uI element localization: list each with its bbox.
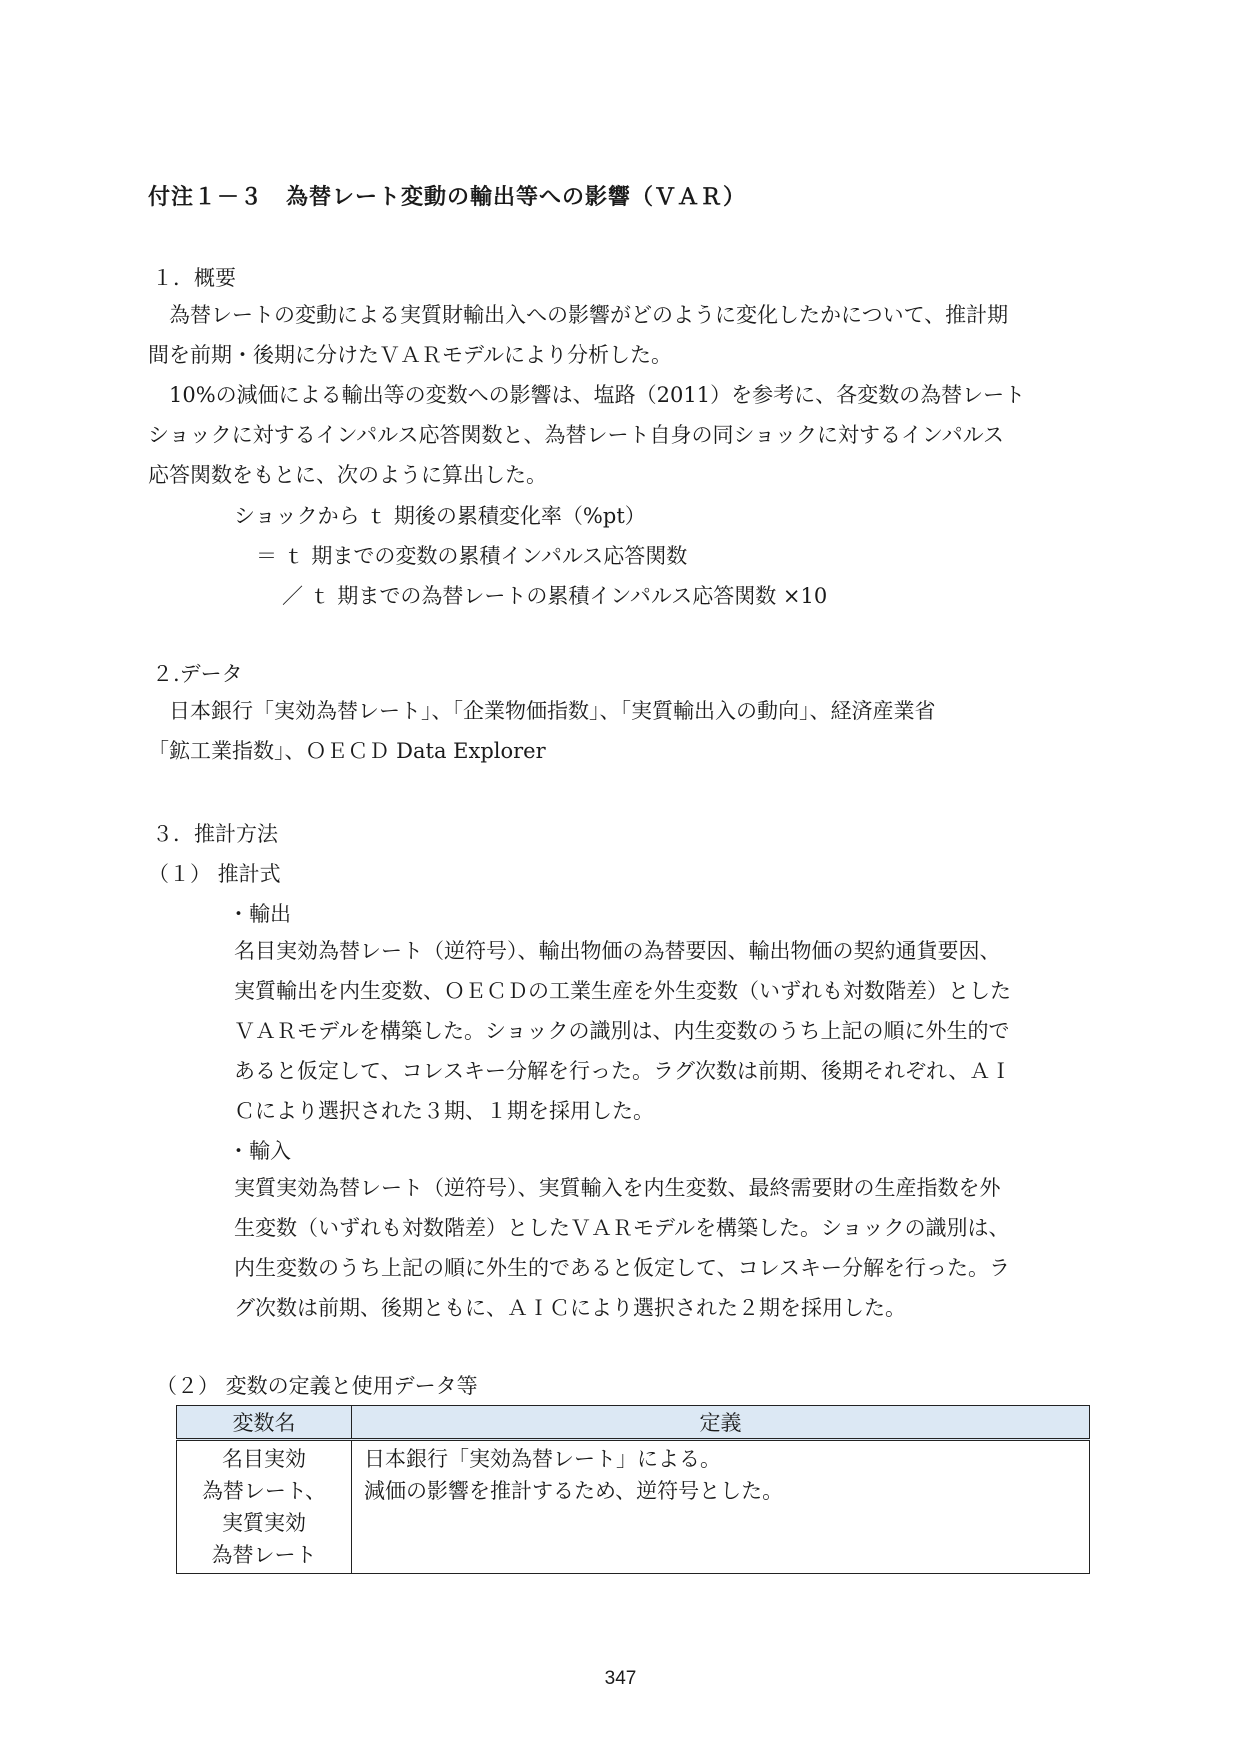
section-2-paragraph — [148, 691, 936, 771]
import-label: ・輸入 — [228, 1139, 291, 1163]
text-line: 生変数（いずれも対数階差）としたＶＡＲモデルを構築した。ショックの識別は、 — [234, 1216, 1010, 1240]
formula-line-1: ショックから ｔ 期後の累積変化率（%pt） — [234, 504, 646, 528]
section-1-paragraph-2 — [148, 375, 1025, 495]
cell-line: 実質実効 — [222, 1511, 306, 1535]
page-title: 付注１－３ 為替レート変動の輸出等への影響（ＶＡＲ） — [148, 185, 747, 210]
text-line: グ次数は前期、後期ともに、ＡＩＣにより選択された２期を採用した。 — [234, 1296, 906, 1320]
text-line: 実質実効為替レート（逆符号）、実質輸入を内生変数、最終需要財の生産指数を外 — [234, 1176, 1001, 1200]
header-variable-name: 変数名 — [177, 1406, 352, 1440]
text-line: 為替レートの変動による実質財輸出入への影響がどのように変化したかについて、推計期 — [148, 303, 1009, 327]
text-line: 「鉱工業指数」、ＯＥＣＤ Data Explorer — [148, 739, 546, 763]
text-line: 実質輸出を内生変数、ＯＥＣＤの工業生産を外生変数（いずれも対数階差）とした — [234, 979, 1011, 1003]
text-line: 10%の減価による輸出等の変数への影響は、塩路（2011）を参考に、各変数の為替レート — [148, 383, 1026, 407]
cell-line: 為替レート — [211, 1543, 317, 1567]
cell-line: 為替レート、 — [201, 1479, 327, 1503]
cell-line: 名目実効 — [222, 1447, 306, 1471]
formula-line-2: ＝ ｔ 期までの変数の累積インパルス応答関数 — [256, 544, 688, 568]
subsection-1-heading: （１） 推計式 — [148, 862, 281, 886]
header-definition: 定義 — [352, 1406, 1090, 1440]
variables-table — [176, 1405, 1090, 1574]
text-line: 内生変数のうち上記の順に外生的であると仮定して、コレスキー分解を行った。ラ — [234, 1256, 1010, 1280]
definition-cell — [352, 1440, 1090, 1574]
table-header-row — [177, 1406, 1090, 1440]
cell-line: 日本銀行「実効為替レート」による。 — [364, 1447, 721, 1471]
text-line: 名目実効為替レート（逆符号）、輸出物価の為替要因、輸出物価の契約通貨要因、 — [234, 939, 1001, 963]
subsection-2-heading: （２） 変数の定義と使用データ等 — [156, 1374, 478, 1398]
section-2-heading: ２.データ — [152, 662, 243, 686]
text-line: ショックに対するインパルス応答関数と、為替レート自身の同ショックに対するインパルス — [148, 423, 1004, 447]
text-line: あると仮定して、コレスキー分解を行った。ラグ次数は前期、後期それぞれ、ＡＩ — [234, 1059, 1012, 1083]
text-line: ＶＡＲモデルを構築した。ショックの識別は、内生変数のうち上記の順に外生的で — [234, 1019, 1010, 1043]
text-line: Ｃにより選択された３期、１期を採用した。 — [234, 1099, 654, 1123]
text-line: 日本銀行「実効為替レート」、「企業物価指数」、「実質輸出入の動向」、経済産業省 — [148, 699, 936, 723]
section-1-paragraph-1 — [148, 295, 1008, 375]
formula-line-3: ／ ｔ 期までの為替レートの累積インパルス応答関数 ×10 — [282, 584, 828, 608]
cell-line: 減価の影響を推計するため、逆符号とした。 — [364, 1479, 784, 1503]
export-paragraph — [234, 931, 1011, 1131]
export-label: ・輸出 — [228, 902, 291, 926]
text-line: 応答関数をもとに、次のように算出した。 — [148, 463, 547, 487]
text-line: 間を前期・後期に分けたＶＡＲモデルにより分析した。 — [148, 343, 672, 367]
variable-name-cell — [177, 1440, 352, 1574]
import-paragraph — [234, 1168, 1010, 1328]
table-row — [177, 1440, 1090, 1574]
section-3-heading: ３．推計方法 — [152, 822, 278, 846]
section-1-heading: １．概要 — [152, 266, 236, 290]
page-number: 347 — [604, 1668, 637, 1689]
